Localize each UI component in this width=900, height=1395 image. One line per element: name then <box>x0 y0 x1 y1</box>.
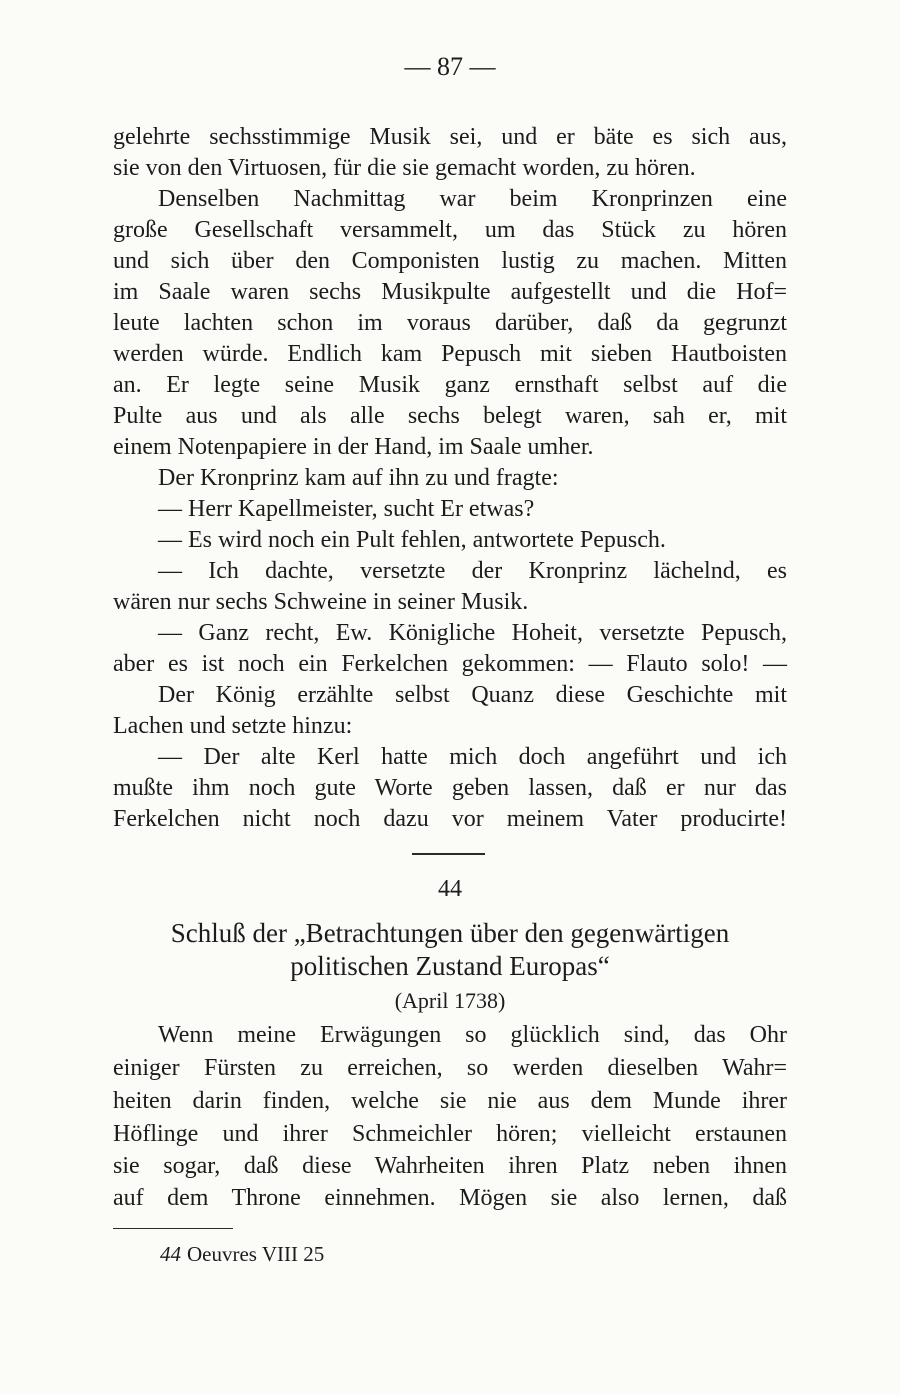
text-line: — Herr Kapellmeister, sucht Er etwas? <box>158 496 535 522</box>
text-line: Der Kronprinz kam auf ihn zu und fragte: <box>158 465 559 491</box>
section-title-line: Schluß der „Betrachtungen über den gegenwärtigen <box>170 918 730 948</box>
footnote-rule <box>113 1228 233 1229</box>
text-line: — Ich dachte, versetzte der Kronprinz lächelnd, es <box>158 558 787 584</box>
text-line: mußte ihm noch gute Worte geben lassen, daß er nur das <box>113 775 787 801</box>
text-line: einiger Fürsten zu erreichen, so werden dieselben Wahr= <box>113 1055 787 1081</box>
text-line: Wenn meine Erwägungen so glücklich sind, das Ohr <box>158 1022 787 1048</box>
text-line: auf dem Throne einnehmen. Mögen sie also lernen, daß <box>113 1185 787 1211</box>
text-line: Höflinge und ihrer Schmeichler hören; vielleicht erstaunen <box>113 1121 787 1147</box>
text-line: heiten darin finden, welche sie nie aus dem Munde ihrer <box>113 1088 787 1114</box>
section-title-line: politischen Zustand Europas“ <box>290 951 610 981</box>
text-line: sie sogar, daß diese Wahrheiten ihren Platz neben ihnen <box>113 1153 787 1179</box>
page-number: — 87 — <box>404 52 496 81</box>
text-line: gelehrte sechsstimmige Musik sei, und er bäte es sich aus, <box>113 124 787 150</box>
section-divider <box>412 853 485 855</box>
text-line: wären nur sechs Schweine in seiner Musik. <box>113 589 529 615</box>
text-line: große Gesellschaft versammelt, um das Stück zu hören <box>113 217 787 243</box>
section-date: (April 1738) <box>394 988 506 1013</box>
text-line: einem Notenpapiere in der Hand, im Saale umher. <box>113 434 594 460</box>
footnote-ref: 44 <box>160 1242 181 1266</box>
text-line: aber es ist noch ein Ferkelchen gekommen: — Flauto solo! — <box>113 651 787 677</box>
text-line: Denselben Nachmittag war beim Kronprinzen eine <box>158 186 787 212</box>
text-line: sie von den Virtuosen, für die sie gemacht worden, zu hören. <box>113 155 696 181</box>
text-line: an. Er legte seine Musik ganz ernsthaft selbst auf die <box>113 372 787 398</box>
text-line: Ferkelchen nicht noch dazu vor meinem Vater producirte! <box>113 806 787 832</box>
section-number: 44 <box>438 876 462 902</box>
footnote-text: Oeuvres VIII 25 <box>187 1242 325 1266</box>
text-line: Lachen und setzte hinzu: <box>113 713 353 739</box>
text-line: werden würde. Endlich kam Pepusch mit sieben Hautboisten <box>113 341 787 367</box>
text-line: leute lachten schon im voraus darüber, daß da gegrunzt <box>113 310 787 336</box>
text-line: — Der alte Kerl hatte mich doch angeführt und ich <box>158 744 787 770</box>
text-line: — Es wird noch ein Pult fehlen, antwortete Pepusch. <box>158 527 666 553</box>
text-line: und sich über den Componisten lustig zu machen. Mitten <box>113 248 787 274</box>
text-line: Der König erzählte selbst Quanz diese Geschichte mit <box>158 682 787 708</box>
text-line: im Saale waren sechs Musikpulte aufgestellt und die Hof= <box>113 279 787 305</box>
text-line: — Ganz recht, Ew. Königliche Hoheit, versetzte Pepusch, <box>158 620 787 646</box>
footnote <box>160 1242 324 1267</box>
text-line: Pulte aus und als alle sechs belegt waren, sah er, mit <box>113 403 787 429</box>
